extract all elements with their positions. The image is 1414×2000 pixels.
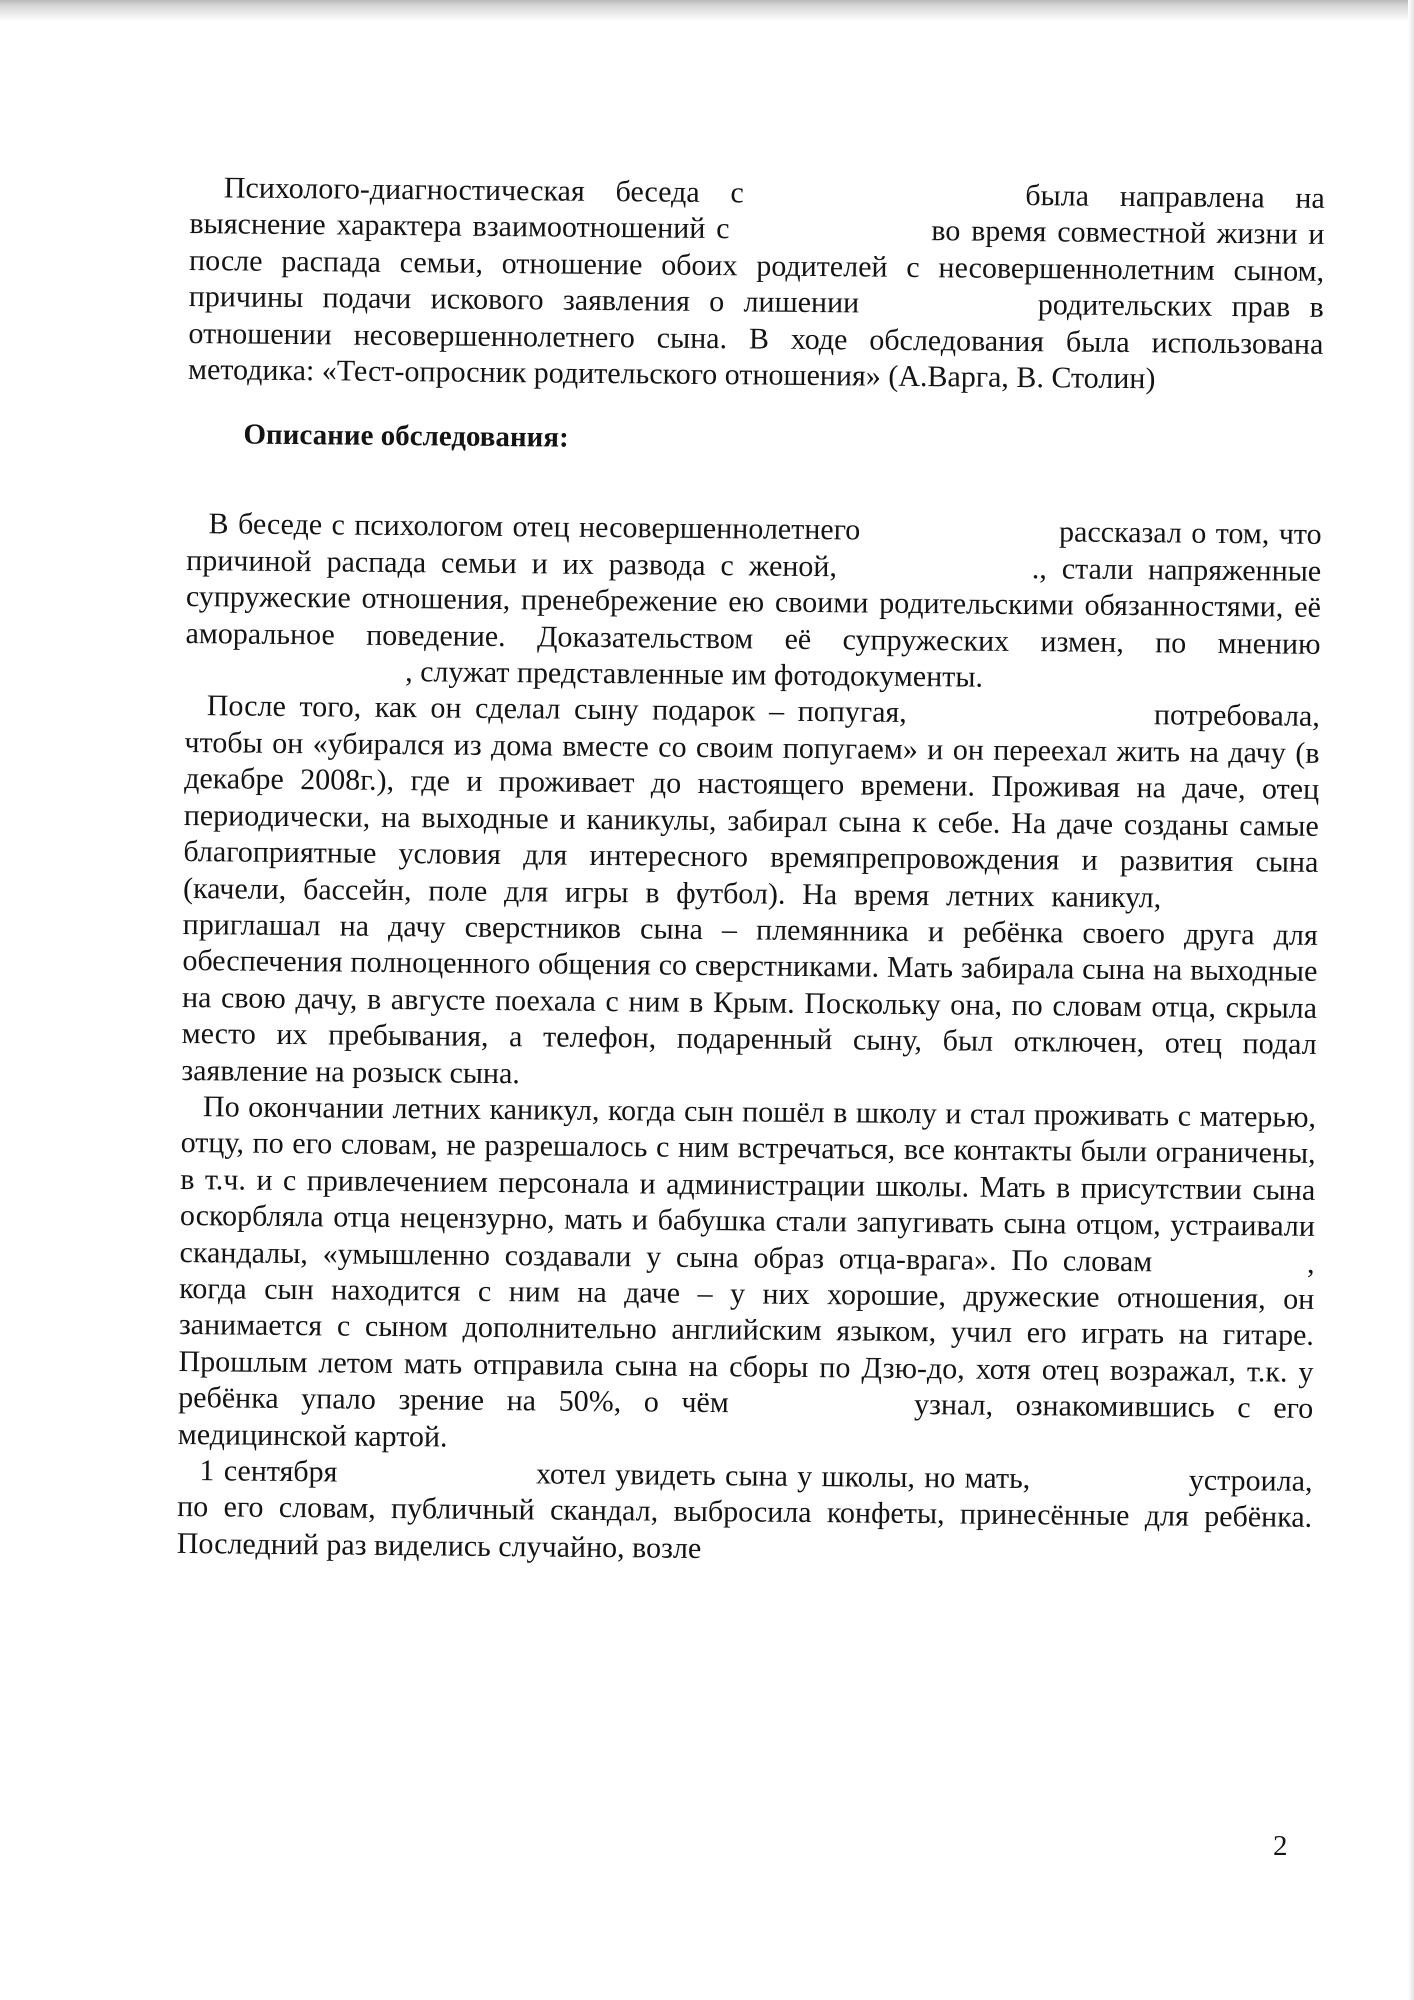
redacted-name [878, 293, 1018, 314]
redacted-name [185, 659, 405, 681]
redacted-name [740, 219, 920, 241]
p2-text-1: После того, как он сделал сыну подарок – попугая, [206, 689, 907, 730]
p3-text-1: По окончании летних каникул, когда сын пошёл в школу и стал проживать с матерью, отцу, по его словам, не разрешалось с ним встречаться, все контакты были ограничены, в т.ч. и с привлечением персонала и администрации школы. Мать в присутствии сына оскорбляла отца нецензурно, мать и бабушка стали запугивать сына отцом, устраивали скандалы, «умышленно создавали у сына образ отца-врага». По словам [179, 1090, 1317, 1278]
redacted-name [1167, 1251, 1307, 1272]
paragraph-parrot [181, 688, 1320, 1099]
p4-text-3: устроила, по его словам, публичный скандал, выбросила конфеты, принесённые для ребёнка. Последний раз виделись случайно, возле [176, 1463, 1313, 1565]
redacted-name [774, 183, 994, 205]
p1-text-2: рассказал о том, что причиной распада семьи и их развода с женой, [186, 515, 1322, 584]
p4-text-2: хотел увидеть сына у школы, но мать, [535, 1457, 1031, 1496]
redacted-name [1039, 1468, 1179, 1489]
intro-paragraph [188, 170, 1325, 399]
p4-text-1: 1 сентября [199, 1454, 338, 1489]
paragraph-september [177, 1453, 1313, 1573]
p3-text-3: узнал, ознакомившись с его медицинской картой. [177, 1388, 1314, 1454]
p2-text-2: потребовала, чтобы он «убирался из дома вместе со своим попугаем» и он переехал жить на дачу (в декабре 2008г.), где и проживает до настоящего времени. Проживая на даче, отец периодически, на выходные и каникулы, забирал сына к себе. На даче созданы самые благоприятные условия для интересного времяпрепровождения и развития сына (качели, бассейн, поле для игры в футбол). На время летних каникул, [182, 698, 1320, 914]
intro-text-1: Психолого-диагностическая беседа с [223, 171, 744, 210]
paragraph-conversation [185, 506, 1322, 699]
p1-text-4: , служат представленные им фотодокументы. [405, 655, 984, 694]
redacted-name [347, 1462, 527, 1484]
section-heading: Описание обследования: [243, 418, 569, 455]
p1-text-3: ., стали напряженные супружеские отношения, пренебрежение ею своими родительскими обязанностями, её аморальное поведение. Доказательством её супружеских измен, по мнению [185, 551, 1322, 661]
intro-text-4: родительских прав в отношении несовершеннолетнего сына. В ходе обследования была использована методика: «Тест-опросник родительского отношения» (А.Варга, В. Столин) [187, 288, 1324, 396]
page-number: 2 [1273, 1830, 1288, 1862]
redacted-name [870, 520, 1050, 542]
intro-text-2: была направлена на выяснение характера взаимоотношений с [189, 179, 1325, 246]
redacted-name [920, 703, 1140, 725]
document-page [177, 170, 1325, 1573]
redacted-name [852, 556, 1032, 578]
p1-text-1: В беседе с психологом отец несовершеннолетнего [208, 507, 861, 547]
p2-text-3: приглашал на дачу сверстников сына – племянника и ребёнка своего друга для обеспечения полноценного общения со сверстниками. Мать забирала сына на выходные на свою дачу, в августе поехала с ним в Крым. Поскольку она, по словам отца, скрыла место их пребывания, а телефон, подаренный сыну, был отключен, отец подал заявление на розыск сына. [181, 907, 1318, 1090]
redacted-name [1178, 887, 1318, 908]
redacted-name [751, 1393, 891, 1414]
scan-top-edge [0, 0, 1414, 22]
paragraph-school [178, 1089, 1316, 1464]
scan-right-edge [1408, 0, 1414, 2000]
p3-text-2: , когда сын находится с ним на даче – у них хорошие, дружеские отношения, он занимается с сыном дополнительно английским языком, учил его играть на гитаре. Прошлым летом мать отправила сына на сборы по Дзю-до, хотя отец возражал, т.к. у ребёнка упало зрение на 50%, о чём [178, 1246, 1315, 1420]
intro-text-3: во время совместной жизни и после распада семьи, отношение обоих родителей с несовершеннолетним сыном, причины подачи искового заявления о лишении [188, 214, 1325, 320]
